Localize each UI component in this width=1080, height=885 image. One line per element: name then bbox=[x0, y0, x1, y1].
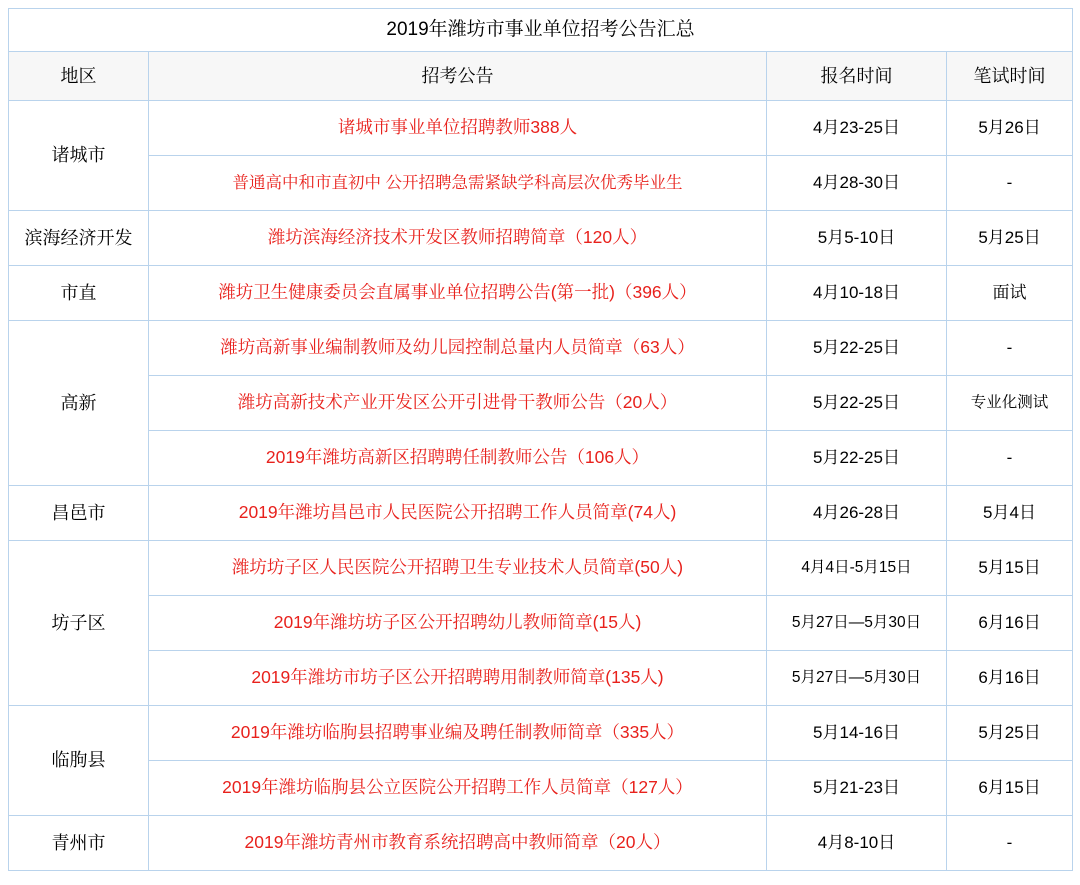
region-cell: 坊子区 bbox=[9, 541, 149, 706]
apply-time-cell: 5月5-10日 bbox=[767, 211, 947, 266]
notice-link[interactable]: 潍坊高新事业编制教师及幼儿园控制总量内人员简章（63人） bbox=[149, 321, 767, 376]
apply-time-cell: 5月27日—5月30日 bbox=[767, 596, 947, 651]
notice-link[interactable]: 诸城市事业单位招聘教师388人 bbox=[149, 101, 767, 156]
exam-time-cell: 5月26日 bbox=[947, 101, 1073, 156]
notice-link[interactable]: 2019年潍坊高新区招聘聘任制教师公告（106人） bbox=[149, 431, 767, 486]
notice-link[interactable]: 2019年潍坊青州市教育系统招聘高中教师简章（20人） bbox=[149, 816, 767, 871]
table-row bbox=[9, 596, 1073, 651]
notice-link[interactable]: 2019年潍坊坊子区公开招聘幼儿教师简章(15人) bbox=[149, 596, 767, 651]
table-row bbox=[9, 321, 1073, 376]
column-header-apply-time: 报名时间 bbox=[767, 52, 947, 101]
region-cell: 高新 bbox=[9, 321, 149, 486]
apply-time-cell: 5月14-16日 bbox=[767, 706, 947, 761]
table-row bbox=[9, 761, 1073, 816]
exam-time-cell: 面试 bbox=[947, 266, 1073, 321]
table-row bbox=[9, 266, 1073, 321]
notice-link[interactable]: 2019年潍坊昌邑市人民医院公开招聘工作人员简章(74人) bbox=[149, 486, 767, 541]
table-header-row bbox=[9, 52, 1073, 101]
apply-time-cell: 5月21-23日 bbox=[767, 761, 947, 816]
notice-link[interactable]: 2019年潍坊市坊子区公开招聘聘用制教师简章(135人) bbox=[149, 651, 767, 706]
notice-link[interactable]: 潍坊高新技术产业开发区公开引进骨干教师公告（20人） bbox=[149, 376, 767, 431]
notice-link[interactable]: 潍坊坊子区人民医院公开招聘卫生专业技术人员简章(50人) bbox=[149, 541, 767, 596]
exam-time-cell: 6月15日 bbox=[947, 761, 1073, 816]
exam-time-cell: 6月16日 bbox=[947, 651, 1073, 706]
exam-time-cell: - bbox=[947, 321, 1073, 376]
apply-time-cell: 4月28-30日 bbox=[767, 156, 947, 211]
notice-link[interactable]: 2019年潍坊临朐县招聘事业编及聘任制教师简章（335人） bbox=[149, 706, 767, 761]
table-row bbox=[9, 651, 1073, 706]
table-row bbox=[9, 101, 1073, 156]
column-header-region: 地区 bbox=[9, 52, 149, 101]
region-cell: 昌邑市 bbox=[9, 486, 149, 541]
apply-time-cell: 4月10-18日 bbox=[767, 266, 947, 321]
exam-time-cell: - bbox=[947, 156, 1073, 211]
apply-time-cell: 4月23-25日 bbox=[767, 101, 947, 156]
region-cell: 市直 bbox=[9, 266, 149, 321]
exam-time-cell: 5月4日 bbox=[947, 486, 1073, 541]
column-header-exam-time: 笔试时间 bbox=[947, 52, 1073, 101]
exam-time-cell: 专业化测试 bbox=[947, 376, 1073, 431]
apply-time-cell: 4月26-28日 bbox=[767, 486, 947, 541]
exam-time-cell: 5月25日 bbox=[947, 211, 1073, 266]
apply-time-cell: 5月27日—5月30日 bbox=[767, 651, 947, 706]
table-row bbox=[9, 816, 1073, 871]
apply-time-cell: 5月22-25日 bbox=[767, 376, 947, 431]
table-row bbox=[9, 541, 1073, 596]
exam-time-cell: - bbox=[947, 431, 1073, 486]
notice-link[interactable]: 2019年潍坊临朐县公立医院公开招聘工作人员简章（127人） bbox=[149, 761, 767, 816]
table-row bbox=[9, 486, 1073, 541]
table-row bbox=[9, 376, 1073, 431]
page-title: 2019年潍坊市事业单位招考公告汇总 bbox=[9, 9, 1073, 52]
region-cell: 临朐县 bbox=[9, 706, 149, 816]
exam-time-cell: 5月15日 bbox=[947, 541, 1073, 596]
apply-time-cell: 4月8-10日 bbox=[767, 816, 947, 871]
apply-time-cell: 5月22-25日 bbox=[767, 321, 947, 376]
region-cell: 青州市 bbox=[9, 816, 149, 871]
column-header-notice: 招考公告 bbox=[149, 52, 767, 101]
region-cell: 诸城市 bbox=[9, 101, 149, 211]
table-title-row bbox=[9, 9, 1073, 52]
table-body bbox=[9, 9, 1073, 871]
exam-time-cell: 5月25日 bbox=[947, 706, 1073, 761]
notice-link[interactable]: 普通高中和市直初中 公开招聘急需紧缺学科高层次优秀毕业生 bbox=[149, 156, 767, 211]
notice-link[interactable]: 潍坊卫生健康委员会直属事业单位招聘公告(第一批)（396人） bbox=[149, 266, 767, 321]
exam-time-cell: 6月16日 bbox=[947, 596, 1073, 651]
announcement-table bbox=[8, 8, 1073, 871]
region-cell: 滨海经济开发 bbox=[9, 211, 149, 266]
apply-time-cell: 4月4日-5月15日 bbox=[767, 541, 947, 596]
table-row bbox=[9, 431, 1073, 486]
exam-time-cell: - bbox=[947, 816, 1073, 871]
table-row bbox=[9, 211, 1073, 266]
notice-link[interactable]: 潍坊滨海经济技术开发区教师招聘简章（120人） bbox=[149, 211, 767, 266]
table-row bbox=[9, 706, 1073, 761]
table-row bbox=[9, 156, 1073, 211]
apply-time-cell: 5月22-25日 bbox=[767, 431, 947, 486]
